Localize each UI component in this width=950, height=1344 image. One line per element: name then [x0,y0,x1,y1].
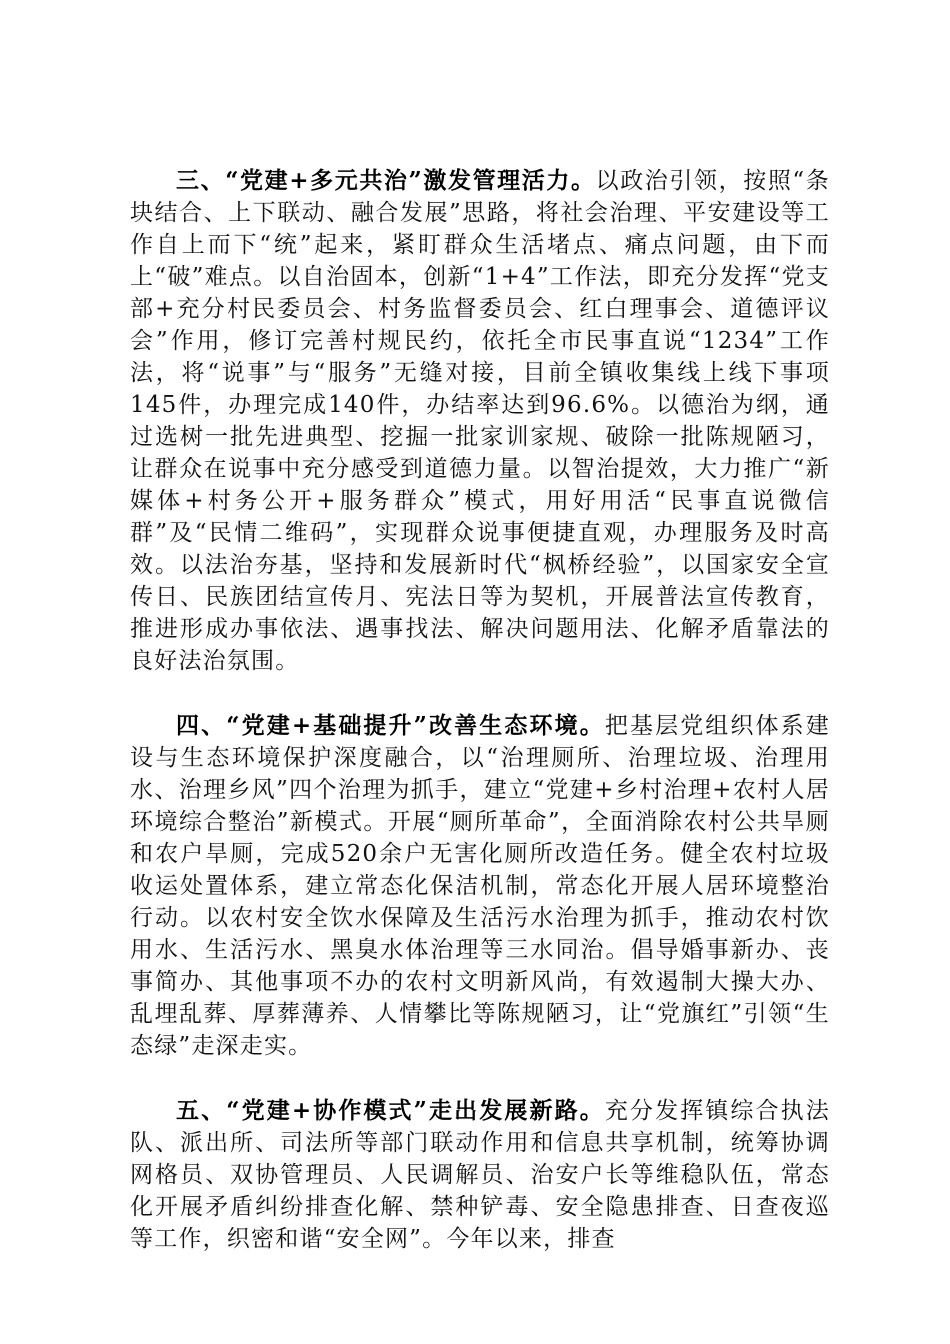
section-4-body: 把基层党组织体系建设与生态环境保护深度融合，以“治理厕所、治理垃圾、治理用水、治理乡风”四个治理为抓手，建立“党建+乡村治理+农村人居环境综合整治”新模式。开展“厕所革命”，全面消除农村公共旱厕和农户旱厕，完成520余户无害化厕所改造任务。健全农村垃圾收运处置体系，建立常态化保洁机制，常态化开展人居环境整治行动。以农村安全饮水保障及生活污水治理为抓手，推动农村饮用水、生活污水、黑臭水体治理等三水同治。倡导婚事新办、丧事简办、其他事项不办的农村文明新风尚，有效遏制大操大办、乱埋乱葬、厚葬薄养、人情攀比等陈规陋习，让“党旗红”引领“生态绿”走深走实。 [130,713,830,1059]
paragraph-section-3 [130,165,830,677]
section-5-heading: 五、“党建+协作模式”走出发展新路。 [176,1097,605,1124]
paragraph-section-5 [130,1095,830,1255]
paragraph-section-4 [130,710,830,1062]
section-3-body: 以政治引领，按照“条块结合、上下联动、融合发展”思路，将社会治理、平安建设等工作自上而下“统”起来，紧盯群众生活堵点、痛点问题，由下而上“破”难点。以自治固本，创新“1+4”工作法，即充分发挥“党支部+充分村民委员会、村务监督委员会、红白理事会、道德评议会”作用，修订完善村规民约，依托全市民事直说“1234”工作法，将“说事”与“服务”无缝对接，目前全镇收集线上线下事项145件，办理完成140件，办结率达到96.6%。以德治为纲，通过选树一批先进典型、挖掘一批家训家规、破除一批陈规陋习，让群众在说事中充分感受到道德力量。以智治提效，大力推广“新媒体+村务公开+服务群众”模式，用好用活“民事直说微信群”及“民情二维码”，实现群众说事便捷直观，办理服务及时高效。以法治夯基，坚持和发展新时代“枫桥经验”，以国家安全宣传日、民族团结宣传月、宪法日等为契机，开展普法宣传教育，推进形成办事依法、遇事找法、解决问题用法、化解矛盾靠法的良好法治氛围。 [130,168,830,674]
document-body [130,165,830,1288]
section-3-heading: 三、“党建+多元共治”激发管理活力。 [176,167,596,194]
section-4-heading: 四、“党建+基础提升”改善生态环境。 [176,712,605,739]
section-5-body: 充分发挥镇综合执法队、派出所、司法所等部门联动作用和信息共享机制，统筹协调网格员、双协管理员、人民调解员、治安户长等维稳队伍，常态化开展矛盾纠纷排查化解、禁种铲毒、安全隐患排查、日查夜巡等工作，织密和谐“安全网”。今年以来，排查 [130,1098,830,1252]
